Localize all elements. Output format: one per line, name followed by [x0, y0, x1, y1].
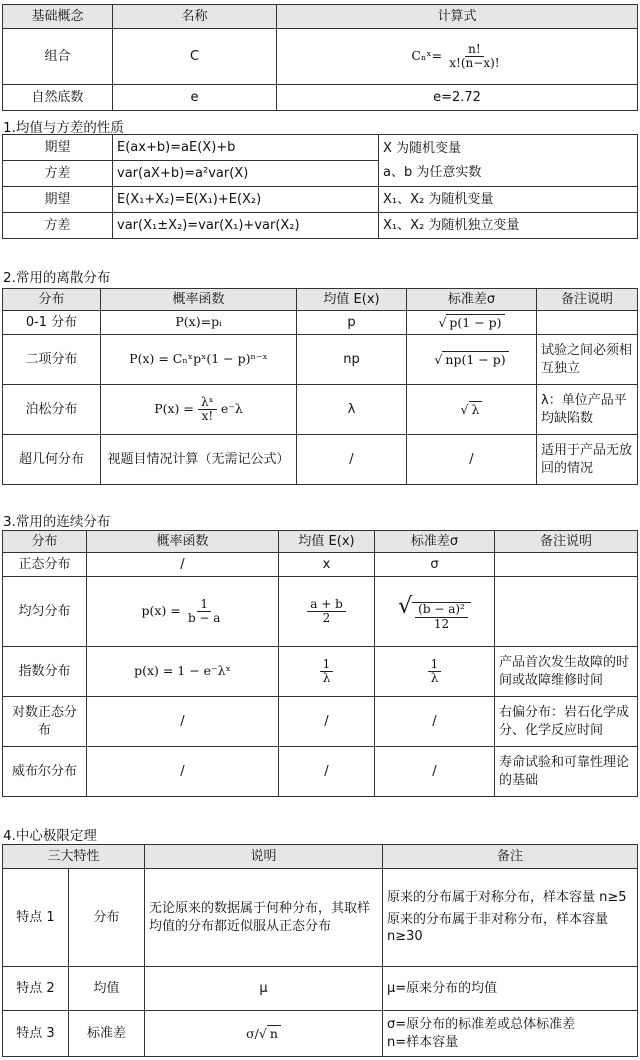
- section1-title: 1.均值与方差的性质: [3, 120, 124, 136]
- dist-name: 正态分布: [3, 553, 87, 577]
- dist-pf: P(x) = Cₙˣpˣ(1 − p)ⁿ⁻ˣ: [101, 335, 297, 385]
- dist-pf: /: [87, 553, 279, 577]
- property-expr: var(X₁±X₂)=var(X₁)+var(X₂): [113, 213, 379, 239]
- dist-mean: x: [279, 553, 375, 577]
- feature-desc: 无论原来的数据属于何种分布，其取样均值的分布都近似服从正态分布: [145, 869, 383, 967]
- header-note: 备注说明: [537, 289, 638, 311]
- property-label: 期望: [3, 187, 113, 213]
- feature-name: 分布: [69, 869, 145, 967]
- dist-pf: p(x) = 1 − e⁻λˣ: [87, 647, 279, 697]
- dist-pf: 视题目情况计算（无需记公式）: [101, 435, 297, 485]
- property-label: 期望: [3, 135, 113, 161]
- basics-concept-cell: 自然底数: [3, 85, 113, 111]
- property-expr: E(ax+b)=aE(X)+b: [113, 135, 379, 161]
- dist-name: 0-1 分布: [3, 311, 101, 335]
- dist-sd: /: [407, 435, 537, 485]
- dist-name: 指数分布: [3, 647, 87, 697]
- dist-mean: $\frac{a + b}{2}$: [279, 577, 375, 647]
- dist-name: 均匀分布: [3, 577, 87, 647]
- header-sd: 标准差σ: [375, 531, 495, 553]
- dist-mean: np: [297, 335, 407, 385]
- feature-note: μ=原来分布的均值: [383, 967, 638, 1011]
- header-desc: 说明: [145, 845, 383, 869]
- dist-sd: σ: [375, 553, 495, 577]
- dist-pf: P(x) = $\frac{\text{λˣ}}{x!}$ e⁻λ: [101, 385, 297, 435]
- section4-title: 4.中心极限定理: [3, 828, 97, 844]
- basics-concept-cell: 组合: [3, 29, 113, 85]
- basics-header-formula: 计算式: [277, 5, 638, 29]
- dist-mean: λ: [297, 385, 407, 435]
- dist-sd: √ λ: [407, 385, 537, 435]
- discrete-distribution-table: [2, 288, 638, 485]
- dist-pf: /: [87, 747, 279, 797]
- dist-note: 寿命试验和可靠性理论的基础: [495, 747, 638, 797]
- header-sd: 标准差σ: [407, 289, 537, 311]
- dist-pf: /: [87, 697, 279, 747]
- dist-mean: $\frac{1}{\lambda}$: [279, 647, 375, 697]
- property-note: X₁、X₂ 为随机变量: [379, 187, 638, 213]
- header-note: 备注说明: [495, 531, 638, 553]
- feature-desc: μ: [145, 967, 383, 1011]
- header-dist: 分布: [3, 531, 87, 553]
- dist-note: λ：单位产品平均缺陷数: [537, 385, 638, 435]
- dist-note: 试验之间必须相互独立: [537, 335, 638, 385]
- dist-pf: p(x) = $\frac{1}{b - a}$: [87, 577, 279, 647]
- continuous-distribution-table: [2, 530, 638, 797]
- basics-formula-cell: e=2.72: [277, 85, 638, 111]
- dist-note: [537, 311, 638, 335]
- dist-note: 产品首次发生故障的时间或故障维修时间: [495, 647, 638, 697]
- dist-mean: p: [297, 311, 407, 335]
- property-expr: var(aX+b)=a²var(X): [113, 161, 379, 187]
- header-mean: 均值 E(x): [297, 289, 407, 311]
- dist-mean: /: [297, 435, 407, 485]
- dist-sd: $\frac{1}{\lambda}$: [375, 647, 495, 697]
- section3-title: 3.常用的连续分布: [3, 514, 111, 530]
- header-mean: 均值 E(x): [279, 531, 375, 553]
- combination-formula: Cₙˣ= $\frac{n!}{x!(n-x)!}$: [277, 29, 638, 85]
- header-dist: 分布: [3, 289, 101, 311]
- dist-mean: /: [279, 747, 375, 797]
- basics-header-name: 名称: [113, 5, 277, 29]
- feature-note: σ=原分布的标准差或总体标准差 n=样本容量: [383, 1011, 638, 1057]
- header-feature: 三大特性: [3, 845, 145, 869]
- dist-sd: /: [375, 697, 495, 747]
- feature-label: 特点 1: [3, 869, 69, 967]
- dist-name: 对数正态分布: [3, 697, 87, 747]
- feature-note: 原来的分布属于对称分布，样本容量 n≥5 原来的分布属于非对称分布，样本容量 n≥30: [383, 869, 638, 967]
- header-pf: 概率函数: [87, 531, 279, 553]
- header-pf: 概率函数: [101, 289, 297, 311]
- property-note: X₁、X₂ 为随机独立变量: [379, 213, 638, 239]
- feature-label: 特点 2: [3, 967, 69, 1011]
- combination-fraction: $\frac{n!}{x!(n-x)!}$: [449, 41, 500, 70]
- dist-sd: √ p(1 − p): [407, 311, 537, 335]
- basics-header-concept: 基础概念: [3, 5, 113, 29]
- dist-name: 威布尔分布: [3, 747, 87, 797]
- dist-name: 二项分布: [3, 335, 101, 385]
- dist-mean: /: [279, 697, 375, 747]
- property-label: 方差: [3, 161, 113, 187]
- dist-note: [495, 553, 638, 577]
- dist-name: 泊松分布: [3, 385, 101, 435]
- basics-name-cell: C: [113, 29, 277, 85]
- dist-pf: P(x)=pᵢ: [101, 311, 297, 335]
- dist-sd: √ $\frac{\text{(b − a)²}}{12}$: [375, 577, 495, 647]
- property-note: X 为随机变量 a、b 为任意实数: [379, 135, 638, 187]
- feature-name: 均值: [69, 967, 145, 1011]
- clt-table: [2, 844, 638, 1057]
- header-note: 备注: [383, 845, 638, 869]
- mean-variance-table: [2, 134, 638, 239]
- basics-name-cell: e: [113, 85, 277, 111]
- dist-name: 超几何分布: [3, 435, 101, 485]
- dist-note: [495, 577, 638, 647]
- property-label: 方差: [3, 213, 113, 239]
- dist-note: 右偏分布：岩石化学成分、化学反应时间: [495, 697, 638, 747]
- basics-table: [2, 4, 638, 111]
- dist-sd: /: [375, 747, 495, 797]
- property-expr: E(X₁+X₂)=E(X₁)+E(X₂): [113, 187, 379, 213]
- dist-note: 适用于产品无放回的情况: [537, 435, 638, 485]
- feature-name: 标准差: [69, 1011, 145, 1057]
- feature-desc: σ/√ n: [145, 1011, 383, 1057]
- section2-title: 2.常用的离散分布: [3, 270, 111, 286]
- dist-sd: √ np(1 − p): [407, 335, 537, 385]
- feature-label: 特点 3: [3, 1011, 69, 1057]
